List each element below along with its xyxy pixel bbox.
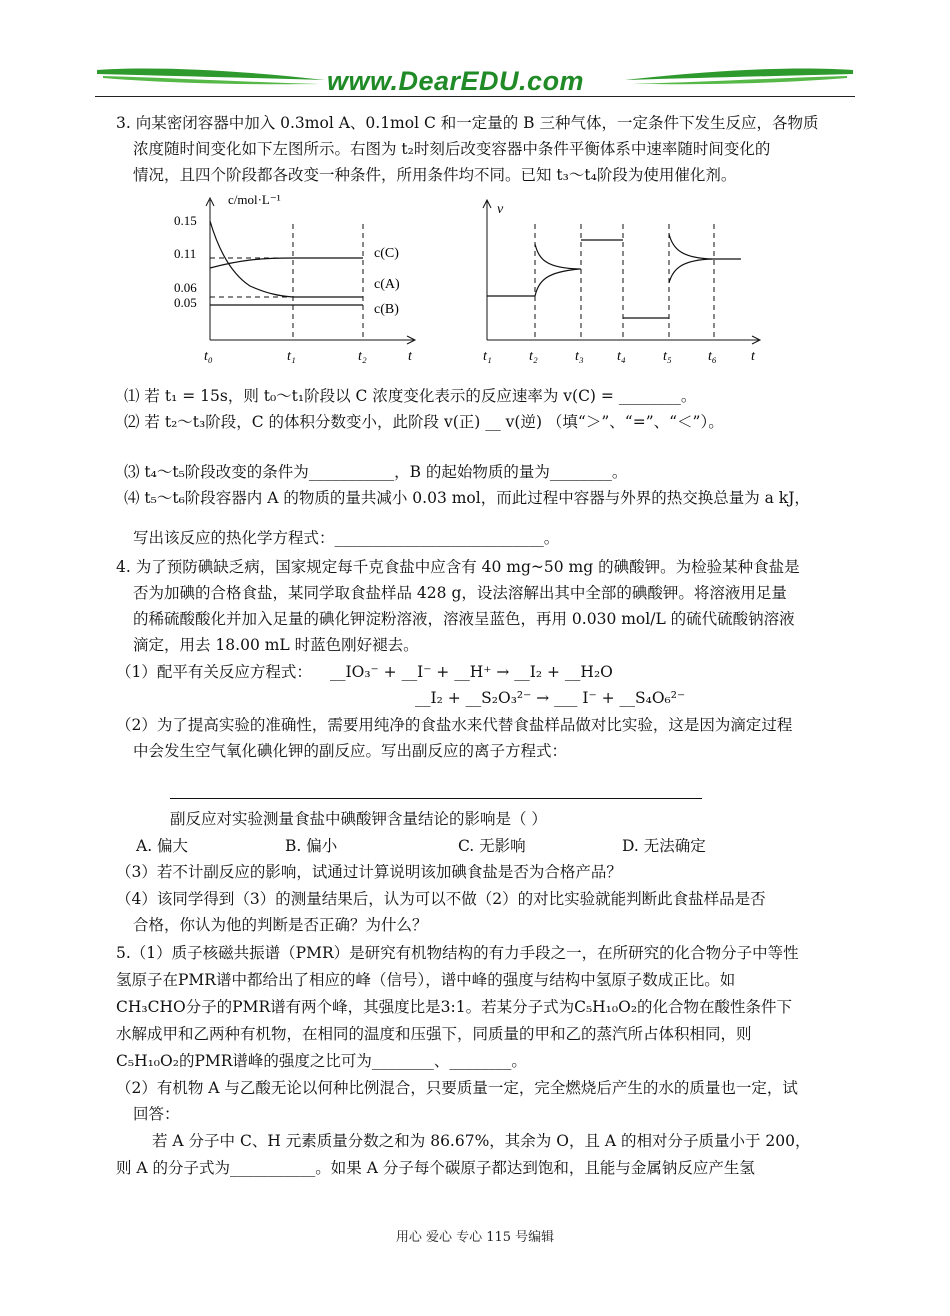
rate-time-chart	[475, 188, 770, 370]
y-tick-011: 0.11	[174, 246, 197, 261]
header-rule	[95, 96, 855, 97]
y-tick-015: 0.15	[174, 213, 197, 228]
q3-line-1: 3. 向某密闭容器中加入 0.3mol A、0.1mol C 和一定量的 B 三种气体，一定条件下发生反应，各物质	[116, 114, 819, 132]
x-tick-t1: t₁	[483, 349, 492, 364]
q4-line-4: 滴定，用去 18.00 mL 时蓝色刚好褪去。	[133, 636, 419, 654]
answer-line	[170, 798, 702, 799]
x-tick-t0: t₀	[204, 349, 213, 364]
y-tick-006: 0.06	[174, 280, 197, 295]
option-a: A. 偏大	[136, 837, 189, 855]
x-axis-label: t	[408, 349, 412, 364]
q5-line-1: 5.（1）质子核磁共振谱（PMR）是研究有机物结构的有力手段之一，在所研究的化合物分子中等性	[116, 944, 799, 962]
q5-line-5: C₅H₁₀O₂的PMR谱峰的强度之比可为________、________。	[116, 1052, 527, 1070]
page-footer: 用心 爱心 专心 115 号编辑	[395, 1230, 555, 1245]
q5-line-7: 回答：	[133, 1105, 180, 1123]
x-tick-t6: t₆	[708, 349, 717, 364]
rate-curve-2-upper	[535, 244, 579, 269]
q4-line-3: 的稀硫酸酸化并加入足量的碘化钾淀粉溶液，溶液呈蓝色，再用 0.030 mol/L 的硫代硫酸钠溶液	[133, 610, 795, 628]
x-tick-t2: t₂	[529, 349, 538, 364]
label-b: c(B)	[374, 302, 399, 317]
y-axis-label: c/mol·L⁻¹	[228, 192, 281, 207]
q5-line-6: （2）有机物 A 与乙酸无论以何种比例混合，只要质量一定，完全燃烧后产生的水的质量也一定，试	[116, 1079, 798, 1097]
x-tick-t2: t₂	[358, 349, 367, 364]
rate-curve-5-lower	[669, 259, 712, 283]
label-c: c(C)	[374, 246, 399, 261]
curve-a	[210, 221, 363, 297]
concentration-time-chart	[160, 188, 430, 370]
q4-line-1: 4. 为了预防碘缺乏病，国家规定每千克食盐中应含有 40 mg~50 mg 的碘酸钾。为检验某种食盐是	[116, 558, 800, 576]
q4-part3: （3）若不计副反应的影响，试通过计算说明该加碘食盐是否为合格产品？	[116, 863, 622, 881]
q5-line-2: 氢原子在PMR谱中都给出了相应的峰（信号），谱中峰的强度与结构中氢原子数成正比。如	[116, 971, 736, 989]
y-tick-005: 0.05	[174, 295, 197, 310]
q4-part2-line1: （2）为了提高实验的准确性，需要用纯净的食盐水来代替食盐样品做对比实验，这是因为滴定过程	[116, 716, 793, 734]
q3-sub4: ⑷ t₅～t₆阶段容器内 A 的物质的量共减小 0.03 mol，而此过程中容器与外界的热交换总量为 a kJ，	[124, 489, 810, 507]
q4-equation-1: __IO₃⁻ + __I⁻ + __H⁺ → __I₂ + __H₂O	[330, 663, 613, 681]
q4-part2-line2: 中会发生空气氧化碘化钾的副反应。写出副反应的离子方程式：	[133, 742, 568, 760]
q5-line-3: CH₃CHO分子的PMR谱有两个峰，其强度比是3:1。若某分子式为C₅H₁₀O₂的化合物在酸性条件下	[116, 998, 793, 1016]
option-d: D. 无法确定	[622, 837, 706, 855]
label-a: c(A)	[374, 277, 400, 292]
curve-c	[210, 258, 363, 268]
rate-curve-2-lower	[535, 269, 579, 296]
q4-part2-effect: 副反应对实验测量食盐中碘酸钾含量结论的影响是（ ）	[170, 810, 547, 828]
y-axis-label: v	[497, 202, 504, 217]
q3-sub4-equation: 写出该反应的热化学方程式：___________________________。	[133, 529, 560, 547]
q5-line-4: 水解成甲和乙两种有机物，在相同的温度和压强下，同质量的甲和乙的蒸汽所占体积相同，则	[116, 1025, 752, 1043]
x-tick-t3: t₃	[575, 349, 584, 364]
q4-equation-2: __I₂ + __S₂O₃²⁻ → ___ I⁻ + __S₄O₆²⁻	[415, 689, 686, 707]
rate-curve-5-upper	[669, 234, 712, 259]
q3-sub2: ⑵ 若 t₂～t₃阶段，C 的体积分数变小，此阶段 v(正) __ v(逆) （填“＞”、“=”、“＜”）。	[124, 413, 724, 431]
q5-line-9: 则 A 的分子式为___________。如果 A 分子每个碳原子都达到饱和，且能与金属钠反应产生氢	[116, 1159, 755, 1177]
x-tick-t1: t₁	[287, 349, 296, 364]
option-c: C. 无影响	[458, 837, 526, 855]
x-tick-t4: t₄	[617, 349, 626, 364]
x-tick-t5: t₅	[663, 349, 672, 364]
q3-line-3: 情况，且四个阶段都各改变一种条件，所用条件均不同。已知 t₃～t₄阶段为使用催化剂。	[133, 166, 737, 184]
q4-part1: （1）配平有关反应方程式：	[116, 663, 312, 681]
q3-line-2: 浓度随时间变化如下左图所示。右图为 t₂时刻后改变容器中条件平衡体系中速率随时间变化的	[133, 140, 771, 158]
x-axis-label: t	[751, 349, 755, 364]
q4-line-2: 否为加碘的合格食盐，某同学取食盐样品 428 g，设法溶解出其中全部的碘酸钾。将溶液用足量	[133, 584, 787, 602]
q3-sub1: ⑴ 若 t₁ = 15s，则 t₀～t₁阶段以 C 浓度变化表示的反应速率为 v(C) = ________。	[124, 387, 697, 405]
q4-part4-line2: 合格，你认为他的判断是否正确？为什么？	[133, 916, 428, 934]
q3-sub3: ⑶ t₄～t₅阶段改变的条件为___________，B 的起始物质的量为________。	[124, 463, 628, 481]
q5-line-8: 若 A 分子中 C、H 元素质量分数之和为 86.67%，其余为 O，且 A 的相对分子质量小于 200，	[152, 1132, 811, 1150]
option-b: B. 偏小	[285, 837, 338, 855]
q4-part4-line1: （4）该同学得到（3）的测量结果后，认为可以不做（2）的对比实验就能判断此食盐样品是否	[116, 890, 766, 908]
site-title: www.DearEDU.com	[327, 66, 585, 96]
